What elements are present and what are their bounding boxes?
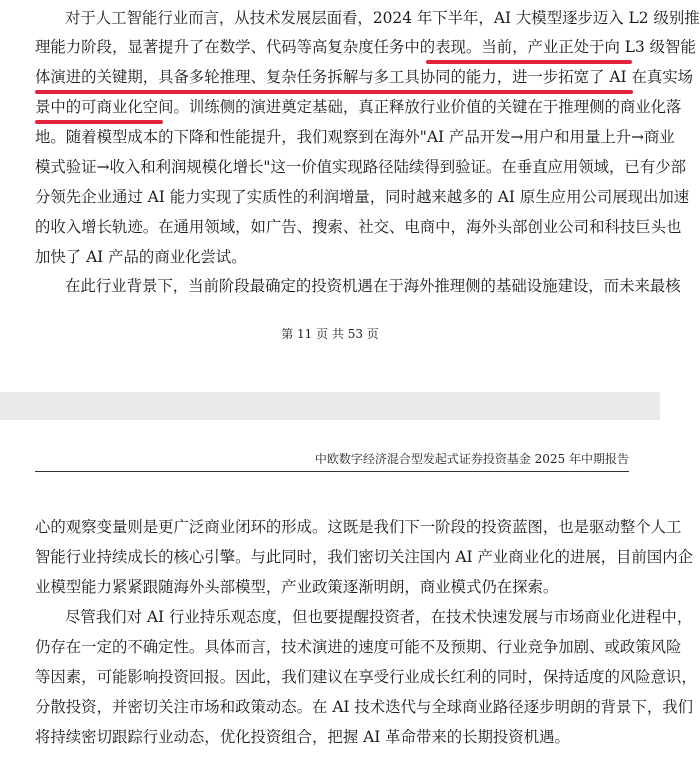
paragraph-line-segment: 理能力阶段，显著提升了在数学、代码等高复杂度任务中的表现。 — [35, 38, 482, 56]
report-header: 中欧数字经济混合型发起式证券投资基金 2025 年中期报告 — [314, 452, 629, 466]
paragraph-line — [35, 37, 696, 57]
paragraph-line: 的收入增长轨迹。在通用领域，如广告、搜索、社交、电商中，海外头部创业公司和科技巨头也 — [35, 218, 682, 236]
paragraph-line — [35, 97, 682, 117]
paragraph-line: 将持续密切跟踪行业动态，优化投资组合，把握 AI 革命带来的长期投资机遇。 — [35, 728, 570, 746]
paragraph-line: 在此行业背景下，当前阶段最确定的投资机遇在于海外推理侧的基础设施建设，而未来最核 — [65, 277, 681, 295]
page-separator — [0, 392, 660, 420]
paragraph-line: 模式验证→收入和利润规模化增长"这一价值实现路径陆续得到验证。在垂直应用领域，已有少部 — [35, 158, 686, 176]
highlighted-line: 体演进的关键期，具备多轮推理、复杂任务拆解与多工具协同的能力，进一步拓宽了 AI 在真实场 — [35, 68, 693, 86]
highlighted-text: 当前，产业正处于向 L3 级智能 — [481, 38, 696, 56]
header-rule — [35, 471, 629, 472]
highlight-underline — [35, 120, 163, 124]
highlight-underline — [35, 90, 633, 94]
paragraph-line: 业模型能力紧紧跟随海外头部模型，产业政策逐渐明朗，商业模式仍在探索。 — [35, 578, 559, 596]
paragraph-line: 心的观察变量则是更广泛商业闭环的形成。这既是我们下一阶段的投资蓝图，也是驱动整个人工 — [35, 518, 682, 536]
paragraph-line: 尽管我们对 AI 行业持乐观态度，但也要提醒投资者，在技术快速发展与市场商业化进程中， — [65, 608, 693, 626]
highlight-underline — [426, 60, 632, 64]
page-number: 第 11 页 共 53 页 — [281, 327, 379, 341]
paragraph-line: 分领先企业通过 AI 能力实现了实质性的利润增量，同时越来越多的 AI 原生应用公司展现出加速 — [35, 188, 690, 206]
highlighted-text: 景中的可商业化空间。 — [35, 98, 189, 116]
paragraph-line: 对于人工智能行业而言，从技术发展层面看，2024 年下半年，AI 大模型逐步迈入 L2 级别推 — [65, 9, 700, 27]
paragraph-line: 等因素，可能影响投资回报。因此，我们建议在享受行业成长红利的同时，保持适度的风险意识， — [35, 668, 697, 686]
paragraph-line: 智能行业持续成长的核心引擎。与此同时，我们密切关注国内 AI 产业商业化的进展，目前国内企 — [35, 548, 693, 566]
paragraph-line: 分散投资，并密切关注市场和政策动态。在 AI 技术迭代与全球商业路径逐步明朗的背景下，我们 — [35, 698, 693, 716]
paragraph-line: 加快了 AI 产品的商业化尝试。 — [35, 248, 247, 266]
paragraph-line: 地。随着模型成本的下降和性能提升，我们观察到在海外"AI 产品开发→用户和用量上升→商业 — [35, 128, 675, 146]
paragraph-line-segment: 训练侧的演进奠定基础，真正释放行业价值的关键在于推理侧的商业化落 — [188, 98, 682, 116]
paragraph-line: 仍存在一定的不确定性。具体而言，技术演进的速度可能不及预期、行业竞争加剧、或政策风险 — [35, 638, 682, 656]
